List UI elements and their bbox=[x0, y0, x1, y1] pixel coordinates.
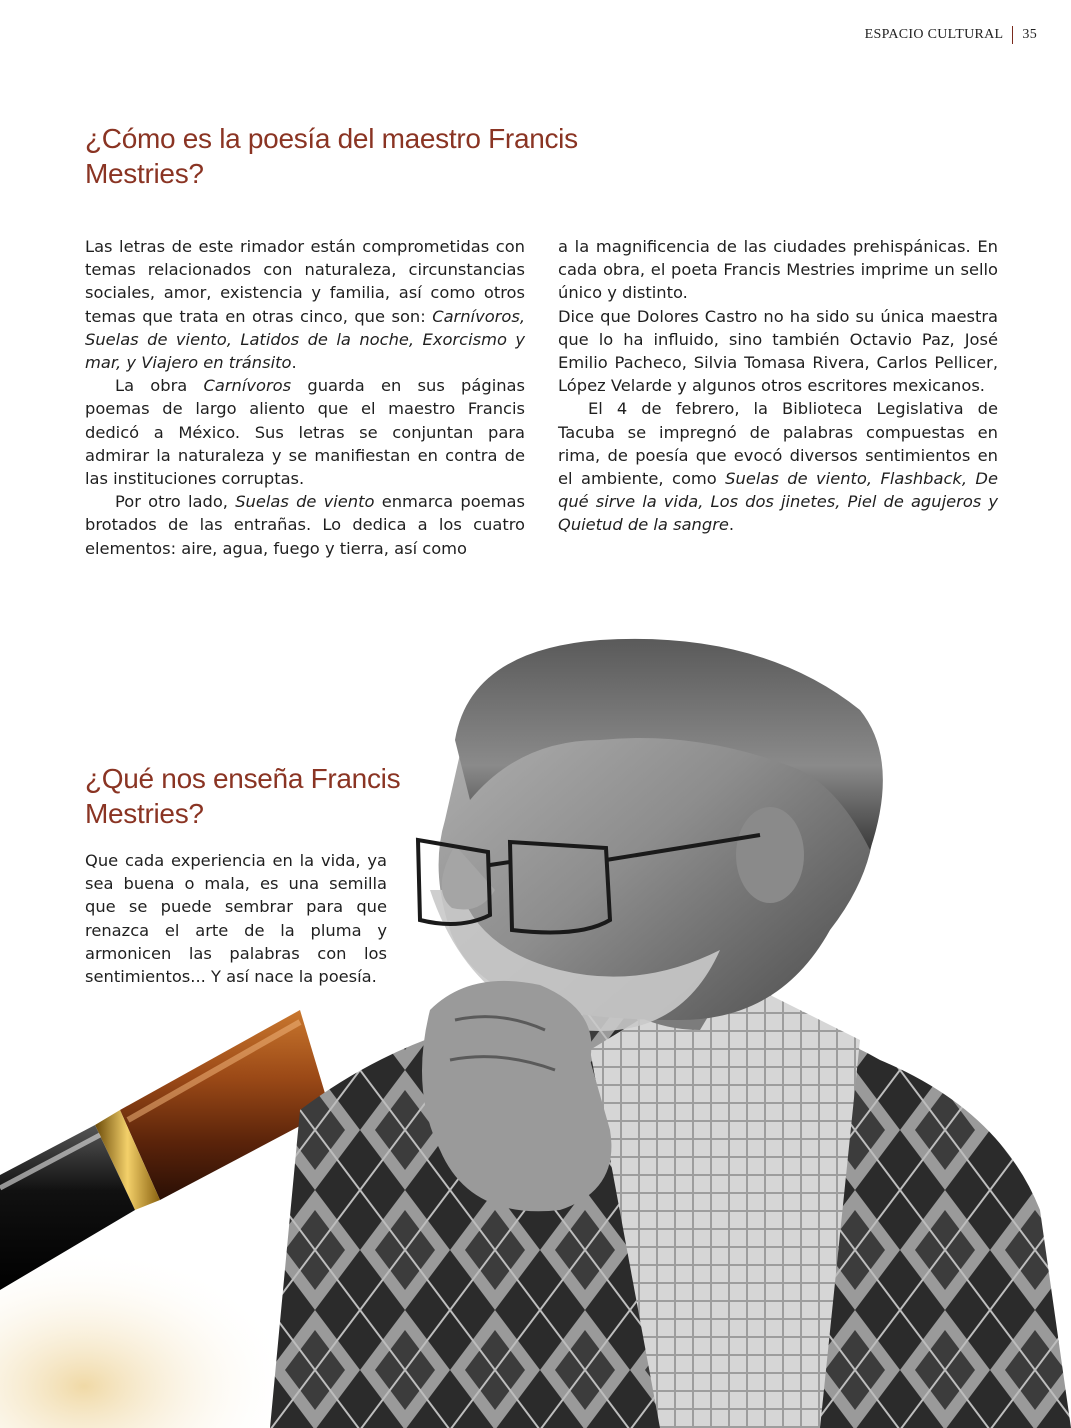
running-head bbox=[865, 26, 1037, 44]
paragraph: Dice que Dolores Castro no ha sido su única maestra que lo ha influido, sino también Octavio Paz, José Emilio Pacheco, Silvia Tomasa Rivera, Carlos Pellicer, López Velarde y algunos otros escritores mexicanos. bbox=[558, 306, 998, 396]
book-title: Suelas de viento bbox=[235, 492, 375, 512]
section-heading-teaching: ¿Qué nos enseña Francis Mestries? bbox=[85, 763, 401, 829]
header-divider bbox=[1012, 26, 1013, 44]
paragraph-text: El 4 de febrero, la Biblioteca Legislativa de Tacuba se impregnó de palabras compuestas en rima, de poesía que evocó diversos sentimientos en el ambiente, como bbox=[558, 399, 998, 489]
article-column-left bbox=[85, 235, 525, 560]
paragraph-text: enmarca poemas brotados de las entrañas. Lo dedica a los cuatro elementos: aire, agua, fuego y tierra, así como bbox=[85, 492, 525, 558]
paragraph-text: La obra bbox=[115, 376, 204, 396]
poet-photo bbox=[0, 590, 1071, 1428]
paragraph-text: . bbox=[291, 353, 297, 373]
page-number: 35 bbox=[1022, 27, 1037, 42]
poet-head bbox=[418, 639, 883, 1031]
paragraph-text: guarda en sus páginas poemas de largo aliento que el maestro Francis dedicó a México. Sus letras se conjuntan para admirar la naturaleza y se manifiestan en contra de las instituciones corruptas. bbox=[85, 376, 525, 489]
paragraph-text: Las letras de este rimador están comprometidas con temas relacionados con naturaleza, circunstancias sociales, amor, existencia y familia, así como otros temas que trata en otras cinco, que son: bbox=[85, 237, 525, 326]
paragraph: Que cada experiencia en la vida, ya sea buena o mala, es una semilla que se puede sembrar para que renazca el arte de la pluma y armonicen las palabras con los sentimientos... Y así nace la poesía. bbox=[85, 851, 387, 987]
paragraph bbox=[85, 490, 525, 560]
paragraph-text: . bbox=[728, 515, 735, 535]
paragraph bbox=[85, 374, 525, 490]
teaching-text bbox=[85, 849, 387, 988]
paragraph: a la magnificencia de las ciudades prehispánicas. En cada obra, el poeta Francis Mestries imprime un sello único y distinto. bbox=[558, 237, 998, 303]
paragraph bbox=[85, 235, 525, 374]
poem-titles: Suelas de viento, Flashback, De qué sirve la vida, Los dos jinetes, Piel de agujeros y Quietud de la sangre bbox=[558, 469, 998, 535]
paragraph bbox=[558, 397, 998, 536]
paragraph-text: Por otro lado, bbox=[115, 492, 236, 512]
article-column-right bbox=[558, 235, 998, 537]
book-titles: Carnívoros, Suelas de viento, Latidos de la noche, Exorcismo y mar, y Viajero en tránsito bbox=[85, 306, 525, 373]
section-heading-poetry: ¿Cómo es la poesía del maestro Francis Mestries? bbox=[85, 123, 578, 189]
book-title: Carnívoros bbox=[203, 376, 292, 396]
section-name: ESPACIO CULTURAL bbox=[864, 27, 1004, 42]
